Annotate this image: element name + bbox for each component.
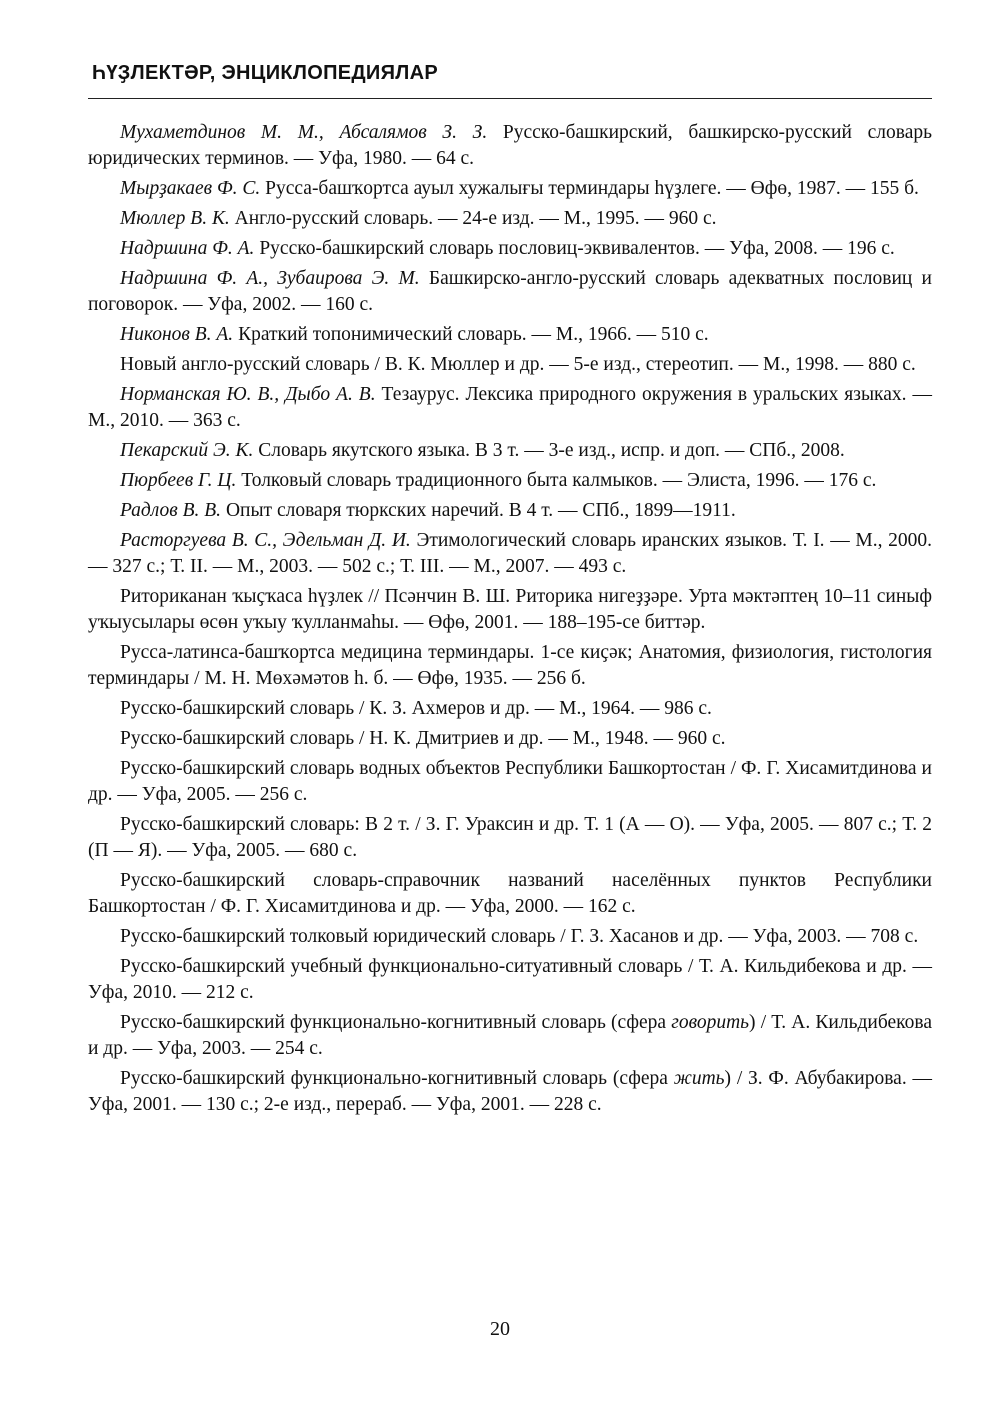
- entry-text: Русско-башкирский словарь пословиц-эквивалентов. — Уфа, 2008. — 196 с.: [259, 238, 895, 259]
- bibliography-entry: [88, 756, 932, 808]
- bibliography-entry: [88, 322, 932, 348]
- running-header: ҺҮҘЛЕКТӘР, ЭНЦИКЛОПЕДИЯЛАР: [92, 62, 438, 84]
- bibliography-entry: [88, 528, 932, 580]
- entry-text: Башкирско-англо-русский словарь адекватных пословиц и поговорок. — Уфа, 2002. — 160 с.: [88, 268, 932, 315]
- entry-text: Словарь якутского языка. В 3 т. — 3-е изд., испр. и доп. — СПб., 2008.: [258, 440, 845, 461]
- bibliography-entry: [88, 206, 932, 232]
- bibliography-entry: [88, 954, 932, 1006]
- bibliography-entry: [88, 176, 932, 202]
- bibliography-entry: [88, 498, 932, 524]
- entry-author: Надршина Ф. А.: [120, 238, 255, 259]
- entry-italic-term: говорить: [671, 1012, 750, 1033]
- entry-text: Русско-башкирский словарь: В 2 т. / З. Г. Ураксин и др. Т. 1 (А — О). — Уфа, 2005. — 807 с.; Т. 2 (П — Я). — Уфа, 2005. — 680 с.: [88, 814, 932, 861]
- entry-author: Пекарский Э. К.: [120, 440, 254, 461]
- entry-text: Русско-башкирский функционально-когнитивный словарь (сфера: [120, 1068, 674, 1089]
- entry-text: Русса-латинса-башҡортса медицина терминдары. 1-се киҫәк; Анатомия, физиология, гистология терминдары / М. Н. Мөхәмәтов һ. б. — Өфө, 1935. — 256 б.: [88, 642, 932, 689]
- bibliography-entry: [88, 468, 932, 494]
- entry-text: Русско-башкирский словарь водных объектов Республики Башкортостан / Ф. Г. Хисамитдинова и др. — Уфа, 2005. — 256 с.: [88, 758, 932, 805]
- entry-text: Русско-башкирский толковый юридический словарь / Г. З. Хасанов и др. — Уфа, 2003. — 708 с.: [120, 926, 919, 947]
- bibliography-list: [88, 120, 932, 1122]
- entry-author: Радлов В. В.: [120, 500, 222, 521]
- entry-text: Новый англо-русский словарь / В. К. Мюллер и др. — 5-е изд., стереотип. — М., 1998. — 880 с.: [120, 354, 916, 375]
- bibliography-entry: [88, 1066, 932, 1118]
- bibliography-entry: [88, 640, 932, 692]
- entry-author: Норманская Ю. В., Дыбо А. В.: [120, 384, 376, 405]
- entry-author: Мюллер В. К.: [120, 208, 230, 229]
- entry-author: Мырҙакаев Ф. С.: [120, 178, 261, 199]
- entry-author: Расторгуева В. С., Эдельман Д. И.: [120, 530, 411, 551]
- bibliography-entry: [88, 438, 932, 464]
- entry-text: Толковый словарь традиционного быта калмыков. — Элиста, 1996. — 176 с.: [241, 470, 877, 491]
- entry-text-after: ) / Т. А. Кильдибекова и др. — Уфа, 2003. — 254 с.: [88, 1012, 932, 1059]
- entry-text: Русско-башкирский словарь / К. З. Ахмеров и др. — М., 1964. — 986 с.: [120, 698, 712, 719]
- bibliography-entry: [88, 1010, 932, 1062]
- bibliography-entry: [88, 812, 932, 864]
- entry-author: Мухаметдинов М. М., Абсалямов З. З.: [120, 122, 488, 143]
- bibliography-entry: [88, 266, 932, 318]
- entry-text: Риториканан ҡыҫҡаса һүҙлек // Псәнчин В. Ш. Риторика нигеҙҙәре. Урта мәктәптең 10–11 синыф уҡыусылары өсөн уҡыу ҡулланмаһы. — Өфө, 2001. — 188–195-се биттәр.: [88, 586, 932, 633]
- bibliography-entry: [88, 696, 932, 722]
- entry-author: Никонов В. А.: [120, 324, 234, 345]
- header-divider: [88, 98, 932, 99]
- entry-author: Надршина Ф. А., Зубаирова Э. М.: [120, 268, 420, 289]
- bibliography-entry: [88, 924, 932, 950]
- entry-text: Русско-башкирский, башкирско-русский словарь юридических терминов. — Уфа, 1980. — 64 с.: [88, 122, 932, 169]
- entry-text: Опыт словаря тюркских наречий. В 4 т. — СПб., 1899—1911.: [225, 500, 736, 521]
- entry-text: Русско-башкирский словарь-справочник названий населённых пунктов Республики Башкортостан / Ф. Г. Хисамитдинова и др. — Уфа, 2000. — 162 с.: [88, 870, 932, 917]
- page-number: 20: [490, 1318, 510, 1340]
- entry-text: Русса-башҡортса ауыл хужалығы терминдары һүҙлеге. — Өфө, 1987. — 155 б.: [265, 178, 919, 199]
- entry-text: Тезаурус. Лексика природного окружения в уральских языках. — М., 2010. — 363 с.: [88, 384, 932, 431]
- entry-text-after: ) / З. Ф. Абубакирова. — Уфа, 2001. — 130 с.; 2-е изд., перераб. — Уфа, 2001. — 228 с.: [88, 1068, 932, 1115]
- bibliography-entry: [88, 236, 932, 262]
- entry-author: Пюрбеев Г. Ц.: [120, 470, 237, 491]
- bibliography-entry: [88, 382, 932, 434]
- entry-italic-term: жить: [673, 1068, 725, 1089]
- entry-text: Краткий топонимический словарь. — М., 1966. — 510 с.: [238, 324, 709, 345]
- entry-text: Англо-русский словарь. — 24-е изд. — М., 1995. — 960 с.: [234, 208, 717, 229]
- bibliography-entry: [88, 584, 932, 636]
- bibliography-entry: [88, 120, 932, 172]
- entry-text: Этимологический словарь иранских языков. Т. I. — М., 2000. — 327 с.; Т. II. — М., 2003. — 502 с.; Т. III. — М., 2007. — 493 с.: [88, 530, 933, 577]
- bibliography-entry: [88, 352, 932, 378]
- bibliography-entry: [88, 868, 932, 920]
- entry-text: Русско-башкирский словарь / Н. К. Дмитриев и др. — М., 1948. — 960 с.: [120, 728, 726, 749]
- entry-text: Русско-башкирский функционально-когнитивный словарь (сфера: [120, 1012, 672, 1033]
- bibliography-entry: [88, 726, 932, 752]
- entry-text: Русско-башкирский учебный функционально-ситуативный словарь / Т. А. Кильдибекова и др. — Уфа, 2010. — 212 с.: [88, 956, 932, 1003]
